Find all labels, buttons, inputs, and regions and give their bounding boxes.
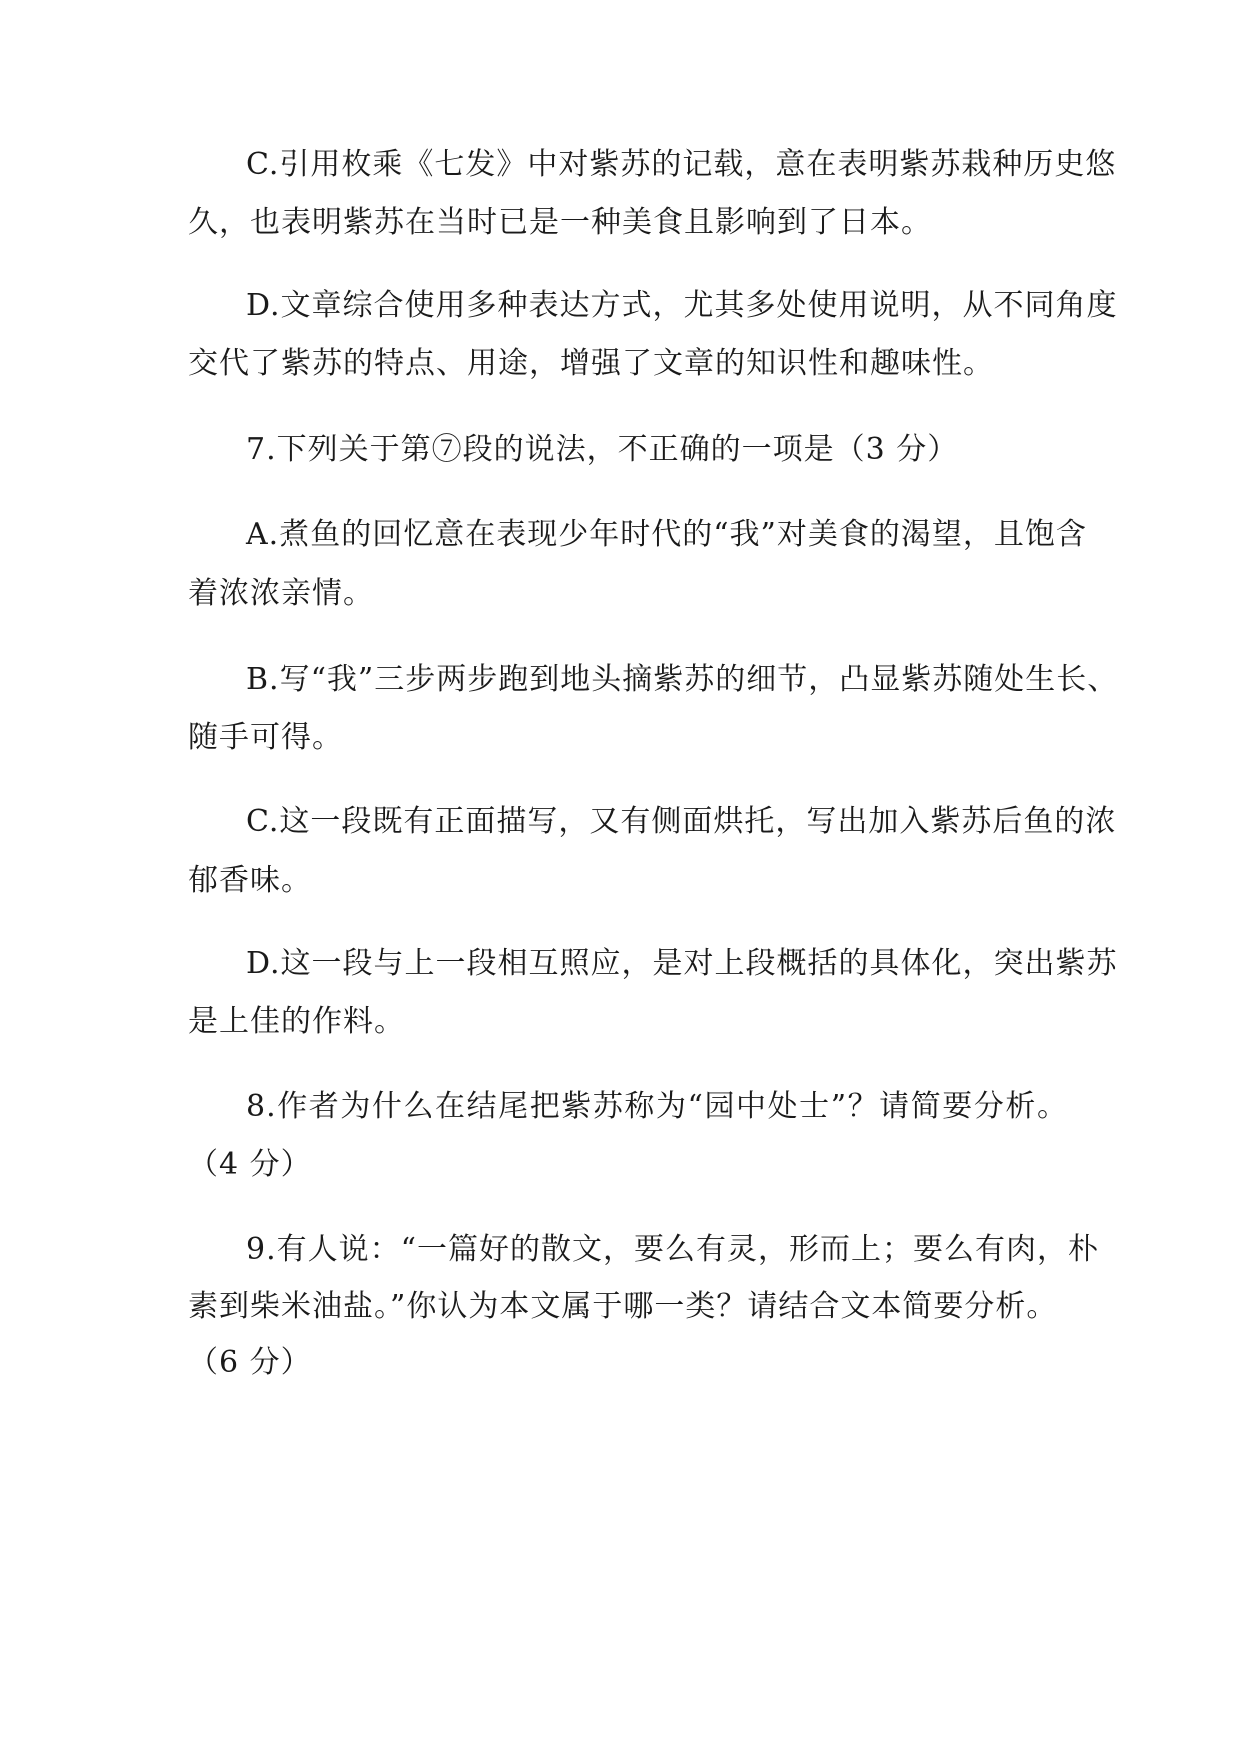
option-c-q6-line1: C.引用枚乘《七发》中对紫苏的记载，意在表明紫苏栽种历史悠 bbox=[246, 147, 1117, 182]
question-7-stem: 7.下列关于第⑦段的说法，不正确的一项是（3 分） bbox=[246, 432, 959, 467]
option-c-q6-line2: 久，也表明紫苏在当时已是一种美食且影响到了日本。 bbox=[188, 205, 932, 240]
question-9-points: （6 分） bbox=[188, 1345, 312, 1380]
q7-option-d-line2: 是上佳的作料。 bbox=[188, 1004, 405, 1039]
question-8-points: （4 分） bbox=[188, 1147, 312, 1182]
option-d-q6-line1: D.文章综合使用多种表达方式，尤其多处使用说明，从不同角度 bbox=[246, 288, 1118, 323]
q7-option-c-line2: 郁香味。 bbox=[188, 863, 312, 898]
q7-option-a-line2: 着浓浓亲情。 bbox=[188, 576, 374, 611]
option-d-q6-line2: 交代了紫苏的特点、用途，增强了文章的知识性和趣味性。 bbox=[188, 346, 994, 381]
question-9-line2: 素到柴米油盐。”你认为本文属于哪一类？请结合文本简要分析。 bbox=[188, 1289, 1058, 1324]
q7-option-d-line1: D.这一段与上一段相互照应，是对上段概括的具体化，突出紫苏 bbox=[246, 946, 1118, 981]
q7-option-c-line1: C.这一段既有正面描写，又有侧面烘托，写出加入紫苏后鱼的浓 bbox=[246, 804, 1117, 839]
q7-option-b-line2: 随手可得。 bbox=[188, 720, 343, 755]
question-8-line1: 8.作者为什么在结尾把紫苏称为“园中处士”？请简要分析。 bbox=[246, 1089, 1068, 1124]
q7-option-b-line1: B.写“我”三步两步跑到地头摘紫苏的细节，凸显紫苏随处生长、 bbox=[246, 662, 1119, 697]
q7-option-a-line1: A.煮鱼的回忆意在表现少年时代的“我”对美食的渴望，且饱含 bbox=[246, 517, 1087, 552]
question-9-line1: 9.有人说：“一篇好的散文，要么有灵，形而上；要么有肉，朴 bbox=[246, 1232, 1099, 1267]
